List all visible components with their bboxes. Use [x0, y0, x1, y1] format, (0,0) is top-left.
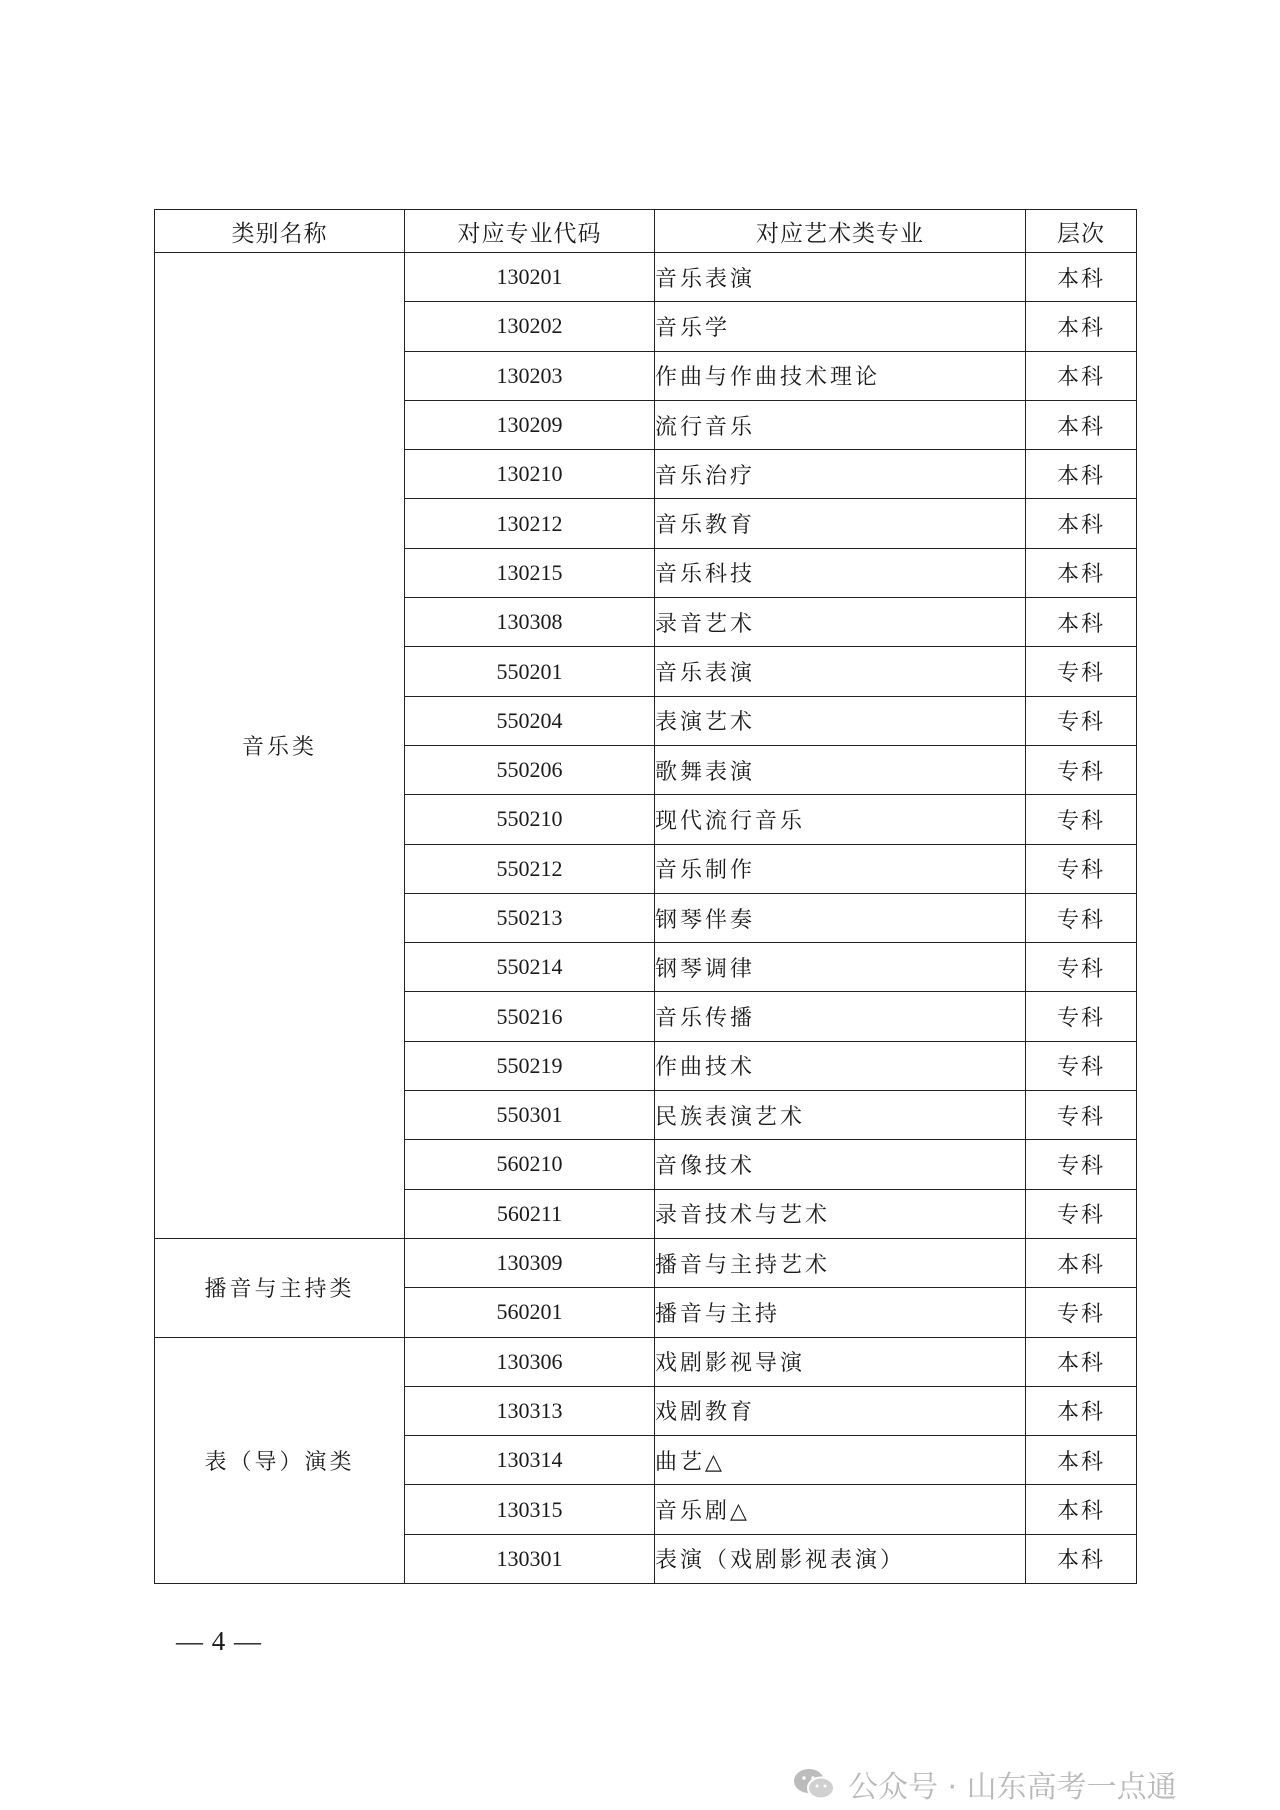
level-cell: 本科	[1026, 598, 1137, 647]
watermark	[792, 1762, 1177, 1806]
level-cell: 本科	[1026, 1436, 1137, 1485]
major-cell: 音乐传播	[655, 992, 1026, 1041]
header-code: 对应专业代码	[405, 210, 655, 253]
code-cell: 550213	[405, 893, 655, 942]
level-cell: 专科	[1026, 1041, 1137, 1090]
code-cell: 130301	[405, 1534, 655, 1583]
major-cell: 音乐科技	[655, 548, 1026, 597]
level-cell: 本科	[1026, 1238, 1137, 1287]
table-row	[155, 1337, 1137, 1386]
major-cell: 曲艺△	[655, 1436, 1026, 1485]
level-cell: 专科	[1026, 795, 1137, 844]
code-cell: 560210	[405, 1140, 655, 1189]
code-cell: 130215	[405, 548, 655, 597]
level-cell: 本科	[1026, 302, 1137, 351]
table-header-row	[155, 210, 1137, 253]
code-cell: 550212	[405, 844, 655, 893]
code-cell: 130203	[405, 351, 655, 400]
code-cell: 550210	[405, 795, 655, 844]
major-cell: 作曲技术	[655, 1041, 1026, 1090]
level-cell: 专科	[1026, 992, 1137, 1041]
major-cell: 民族表演艺术	[655, 1091, 1026, 1140]
major-cell: 作曲与作曲技术理论	[655, 351, 1026, 400]
level-cell: 本科	[1026, 1337, 1137, 1386]
code-cell: 130315	[405, 1485, 655, 1534]
level-cell: 本科	[1026, 351, 1137, 400]
major-cell: 播音与主持	[655, 1288, 1026, 1337]
table-row	[155, 1238, 1137, 1287]
level-cell: 本科	[1026, 253, 1137, 302]
code-cell: 130210	[405, 450, 655, 499]
major-cell: 戏剧教育	[655, 1386, 1026, 1435]
level-cell: 本科	[1026, 1534, 1137, 1583]
code-cell: 550206	[405, 745, 655, 794]
level-cell: 本科	[1026, 450, 1137, 499]
major-cell: 音像技术	[655, 1140, 1026, 1189]
header-level: 层次	[1026, 210, 1137, 253]
major-cell: 音乐剧△	[655, 1485, 1026, 1534]
code-cell: 130314	[405, 1436, 655, 1485]
major-cell: 录音艺术	[655, 598, 1026, 647]
code-cell: 550214	[405, 943, 655, 992]
code-cell: 130201	[405, 253, 655, 302]
code-cell: 130212	[405, 499, 655, 548]
code-cell: 130209	[405, 400, 655, 449]
level-cell: 专科	[1026, 943, 1137, 992]
level-cell: 本科	[1026, 1386, 1137, 1435]
major-cell: 音乐教育	[655, 499, 1026, 548]
category-cell: 表（导）演类	[155, 1337, 405, 1583]
major-cell: 音乐表演	[655, 253, 1026, 302]
level-cell: 专科	[1026, 745, 1137, 794]
page-number: — 4 —	[176, 1626, 262, 1656]
level-cell: 专科	[1026, 1189, 1137, 1238]
level-cell: 专科	[1026, 1288, 1137, 1337]
watermark-text: 公众号 · 山东高考一点通	[848, 1770, 1177, 1805]
code-cell: 560201	[405, 1288, 655, 1337]
major-cell: 表演艺术	[655, 696, 1026, 745]
code-cell: 550204	[405, 696, 655, 745]
major-cell: 播音与主持艺术	[655, 1238, 1026, 1287]
level-cell: 本科	[1026, 499, 1137, 548]
major-cell: 表演（戏剧影视表演）	[655, 1534, 1026, 1583]
major-cell: 音乐表演	[655, 647, 1026, 696]
major-cell: 音乐制作	[655, 844, 1026, 893]
major-cell: 现代流行音乐	[655, 795, 1026, 844]
header-category: 类别名称	[155, 210, 405, 253]
code-cell: 550301	[405, 1091, 655, 1140]
major-cell: 歌舞表演	[655, 745, 1026, 794]
majors-table	[154, 209, 1137, 1584]
level-cell: 专科	[1026, 1140, 1137, 1189]
code-cell: 550219	[405, 1041, 655, 1090]
level-cell: 专科	[1026, 1091, 1137, 1140]
major-cell: 钢琴调律	[655, 943, 1026, 992]
code-cell: 550216	[405, 992, 655, 1041]
level-cell: 本科	[1026, 400, 1137, 449]
header-major: 对应艺术类专业	[655, 210, 1026, 253]
code-cell: 130309	[405, 1238, 655, 1287]
wechat-icon	[792, 1766, 836, 1802]
major-cell: 戏剧影视导演	[655, 1337, 1026, 1386]
code-cell: 130202	[405, 302, 655, 351]
table-body	[155, 253, 1137, 1584]
major-cell: 钢琴伴奏	[655, 893, 1026, 942]
category-cell: 播音与主持类	[155, 1238, 405, 1337]
table-row	[155, 253, 1137, 302]
code-cell: 130306	[405, 1337, 655, 1386]
major-cell: 音乐学	[655, 302, 1026, 351]
code-cell: 560211	[405, 1189, 655, 1238]
major-cell: 音乐治疗	[655, 450, 1026, 499]
code-cell: 130313	[405, 1386, 655, 1435]
category-cell: 音乐类	[155, 253, 405, 1239]
level-cell: 专科	[1026, 647, 1137, 696]
level-cell: 本科	[1026, 548, 1137, 597]
major-cell: 录音技术与艺术	[655, 1189, 1026, 1238]
level-cell: 本科	[1026, 1485, 1137, 1534]
level-cell: 专科	[1026, 696, 1137, 745]
code-cell: 550201	[405, 647, 655, 696]
level-cell: 专科	[1026, 893, 1137, 942]
major-cell: 流行音乐	[655, 400, 1026, 449]
level-cell: 专科	[1026, 844, 1137, 893]
code-cell: 130308	[405, 598, 655, 647]
